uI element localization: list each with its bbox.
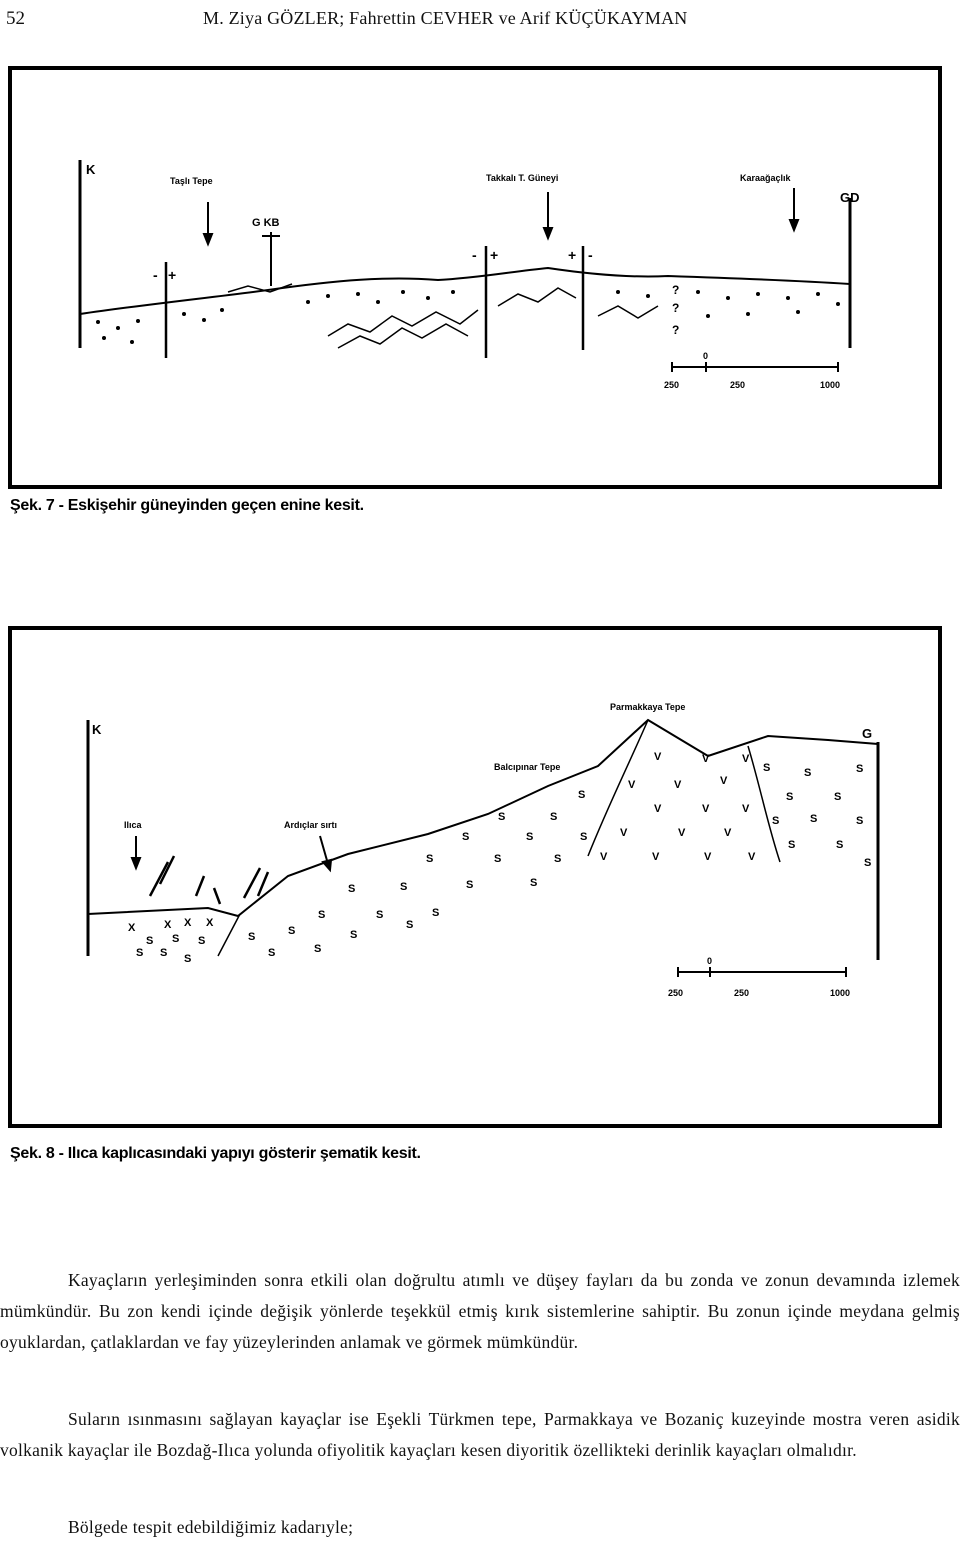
figure-8-drawing (8, 626, 942, 1130)
svg-text:S: S (376, 909, 384, 921)
figure-7-scale-tick-1: 250 (664, 380, 680, 390)
svg-text:S: S (498, 811, 506, 823)
figure-8-scale-tick-1: 250 (668, 988, 684, 998)
figure-8-rock-symbols (128, 751, 871, 965)
svg-text:V: V (620, 827, 628, 839)
svg-text:S: S (578, 789, 586, 801)
figure-7-arrows (204, 188, 798, 286)
svg-text:S: S (494, 853, 502, 865)
svg-text:S: S (136, 947, 144, 959)
svg-text:X: X (206, 917, 214, 929)
figure-7-query-3: ? (672, 283, 680, 297)
figure-8-scale-tick-3: 1000 (830, 988, 851, 998)
svg-text:S: S (462, 831, 470, 843)
svg-text:V: V (678, 827, 686, 839)
figure-7-label-tasli-tepe: Taşlı Tepe (170, 176, 213, 186)
figure-7-sign-minus-1: - (153, 267, 158, 283)
svg-text:S: S (788, 839, 796, 851)
paragraph-3-text: Bölgede tespit edebildiğimiz kadarıyle; (68, 1517, 354, 1537)
body-paragraph-1 (0, 1265, 960, 1358)
figure-8-scale-zero: 0 (707, 956, 713, 966)
svg-text:S: S (554, 853, 562, 865)
figure-7-scale-bar (664, 351, 840, 390)
figure-7-scale-tick-2: 250 (730, 380, 746, 390)
figure-7-sign-plus-2: + (490, 247, 499, 263)
svg-text:S: S (804, 767, 812, 779)
running-head-authors: M. Ziya GÖZLER; Fahrettin CEVHER ve Arif KÜÇÜKAYMAN (203, 8, 688, 28)
svg-text:V: V (628, 779, 636, 791)
figure-8-ground-surface (88, 720, 878, 916)
svg-text:X: X (128, 922, 136, 934)
figure-8-contacts (218, 720, 780, 956)
svg-text:V: V (748, 851, 756, 863)
figure-8-label-ardiclar: Ardıçlar sırtı (284, 820, 338, 830)
svg-text:S: S (160, 947, 168, 959)
figure-7-scale-zero: 0 (703, 351, 709, 361)
svg-text:X: X (184, 917, 192, 929)
figure-8-cross-section (8, 626, 942, 1130)
svg-text:S: S (184, 953, 192, 965)
svg-text:S: S (432, 907, 440, 919)
figure-8-caption: Şek. 8 - Ilıca kaplıcasındaki yapıyı gösterir şematik kesit. (10, 1145, 421, 1162)
figure-7-label-takkali: Takkalı T. Güneyi (486, 173, 559, 183)
svg-text:S: S (406, 919, 414, 931)
figure-7-sign-minus-2: - (472, 247, 477, 263)
page-header (0, 4, 960, 32)
svg-text:S: S (350, 929, 358, 941)
svg-text:S: S (526, 831, 534, 843)
svg-text:S: S (834, 791, 842, 803)
paragraph-2-text: Suların ısınmasını sağlayan kayaçlar ise Eşekli Türkmen tepe, Parmakkaya ve Bozaniç kuzeyinde mostra veren asidik volkanik kayaçlar ile Bozdağ-Ilıca yolunda ofiyolitik kayaçları kesen diyoritik özellikteki derinlik kayaçları olmalıdır. (0, 1409, 960, 1460)
figure-7-sign-plus-3: + (568, 247, 577, 263)
svg-text:V: V (674, 779, 682, 791)
svg-text:V: V (742, 753, 750, 765)
svg-text:S: S (856, 763, 864, 775)
figure-7-hatched-strata (228, 284, 658, 348)
figure-8-label-ilica: Ilıca (124, 820, 142, 830)
svg-text:S: S (810, 813, 818, 825)
svg-text:S: S (864, 857, 872, 869)
figure-7-caption: Şek. 7 - Eskişehir güneyinden geçen enine kesit. (10, 497, 364, 514)
figure-7-dir-left: K (86, 162, 96, 177)
svg-text:S: S (318, 909, 326, 921)
svg-text:V: V (724, 827, 732, 839)
svg-text:V: V (654, 803, 662, 815)
svg-text:V: V (654, 751, 662, 763)
figure-7-cross-section (8, 66, 942, 490)
svg-text:S: S (400, 881, 408, 893)
svg-text:V: V (704, 851, 712, 863)
svg-text:S: S (314, 943, 322, 955)
figure-8-label-parmakkaya: Parmakkaya Tepe (610, 702, 686, 712)
svg-text:S: S (530, 877, 538, 889)
body-paragraph-2 (0, 1404, 960, 1466)
svg-text:S: S (288, 925, 296, 937)
figure-8-dir-right: G (862, 726, 873, 741)
svg-text:S: S (426, 853, 434, 865)
figure-7-label-karaagaclik: Karaağaçlık (740, 173, 791, 183)
svg-text:X: X (164, 919, 172, 931)
figure-8-scale-bar (668, 956, 850, 998)
figure-7-drawing (8, 66, 942, 490)
figure-8-arrows (132, 836, 331, 870)
figure-8-scale-tick-2: 250 (734, 988, 750, 998)
svg-text:S: S (836, 839, 844, 851)
svg-text:S: S (172, 933, 180, 945)
svg-text:V: V (742, 803, 750, 815)
figure-7-ground-surface (80, 268, 850, 314)
figure-7-sign-minus-3: - (588, 247, 593, 263)
svg-text:V: V (652, 851, 660, 863)
svg-text:S: S (772, 815, 780, 827)
figure-7-dir-right: GD (840, 190, 860, 205)
figure-7-label-gkb: G KB (252, 217, 280, 229)
figure-8-label-balcipinar: Balcıpınar Tepe (494, 762, 561, 772)
svg-text:V: V (720, 775, 728, 787)
svg-text:S: S (348, 883, 356, 895)
svg-text:S: S (146, 935, 154, 947)
figure-7-query-1: ? (672, 301, 680, 315)
svg-text:S: S (550, 811, 558, 823)
figure-7-scale-tick-3: 1000 (820, 380, 841, 390)
svg-text:V: V (702, 753, 710, 765)
svg-text:V: V (600, 851, 608, 863)
svg-text:S: S (856, 815, 864, 827)
figure-8-fault-ticks (150, 856, 268, 904)
figure-7-query-2: ? (672, 323, 680, 337)
figure-7-sign-plus-1: + (168, 267, 177, 283)
svg-text:V: V (702, 803, 710, 815)
figure-8-dir-left: K (92, 722, 102, 737)
svg-text:S: S (198, 935, 206, 947)
svg-text:S: S (786, 791, 794, 803)
svg-text:S: S (268, 947, 276, 959)
page-number: 52 (6, 8, 25, 29)
body-paragraph-3 (0, 1512, 960, 1543)
svg-text:S: S (466, 879, 474, 891)
figure-8-frame (10, 628, 940, 1126)
svg-text:S: S (580, 831, 588, 843)
svg-text:S: S (248, 931, 256, 943)
paragraph-1-text: Kayaçların yerleşiminden sonra etkili olan doğrultu atımlı ve düşey fayları da bu zonda ve zonun devamında izlemek mümkündür. Bu zon kendi içinde değişik yönlerde teşekkül etmiş kırık sistemlerine sahiptir. Bu zonun içinde meydana gelmiş oyuklardan, çatlaklardan ve fay yüzeylerinden anlamak ve görmek mümkündür. (0, 1270, 960, 1352)
svg-text:S: S (763, 762, 771, 774)
